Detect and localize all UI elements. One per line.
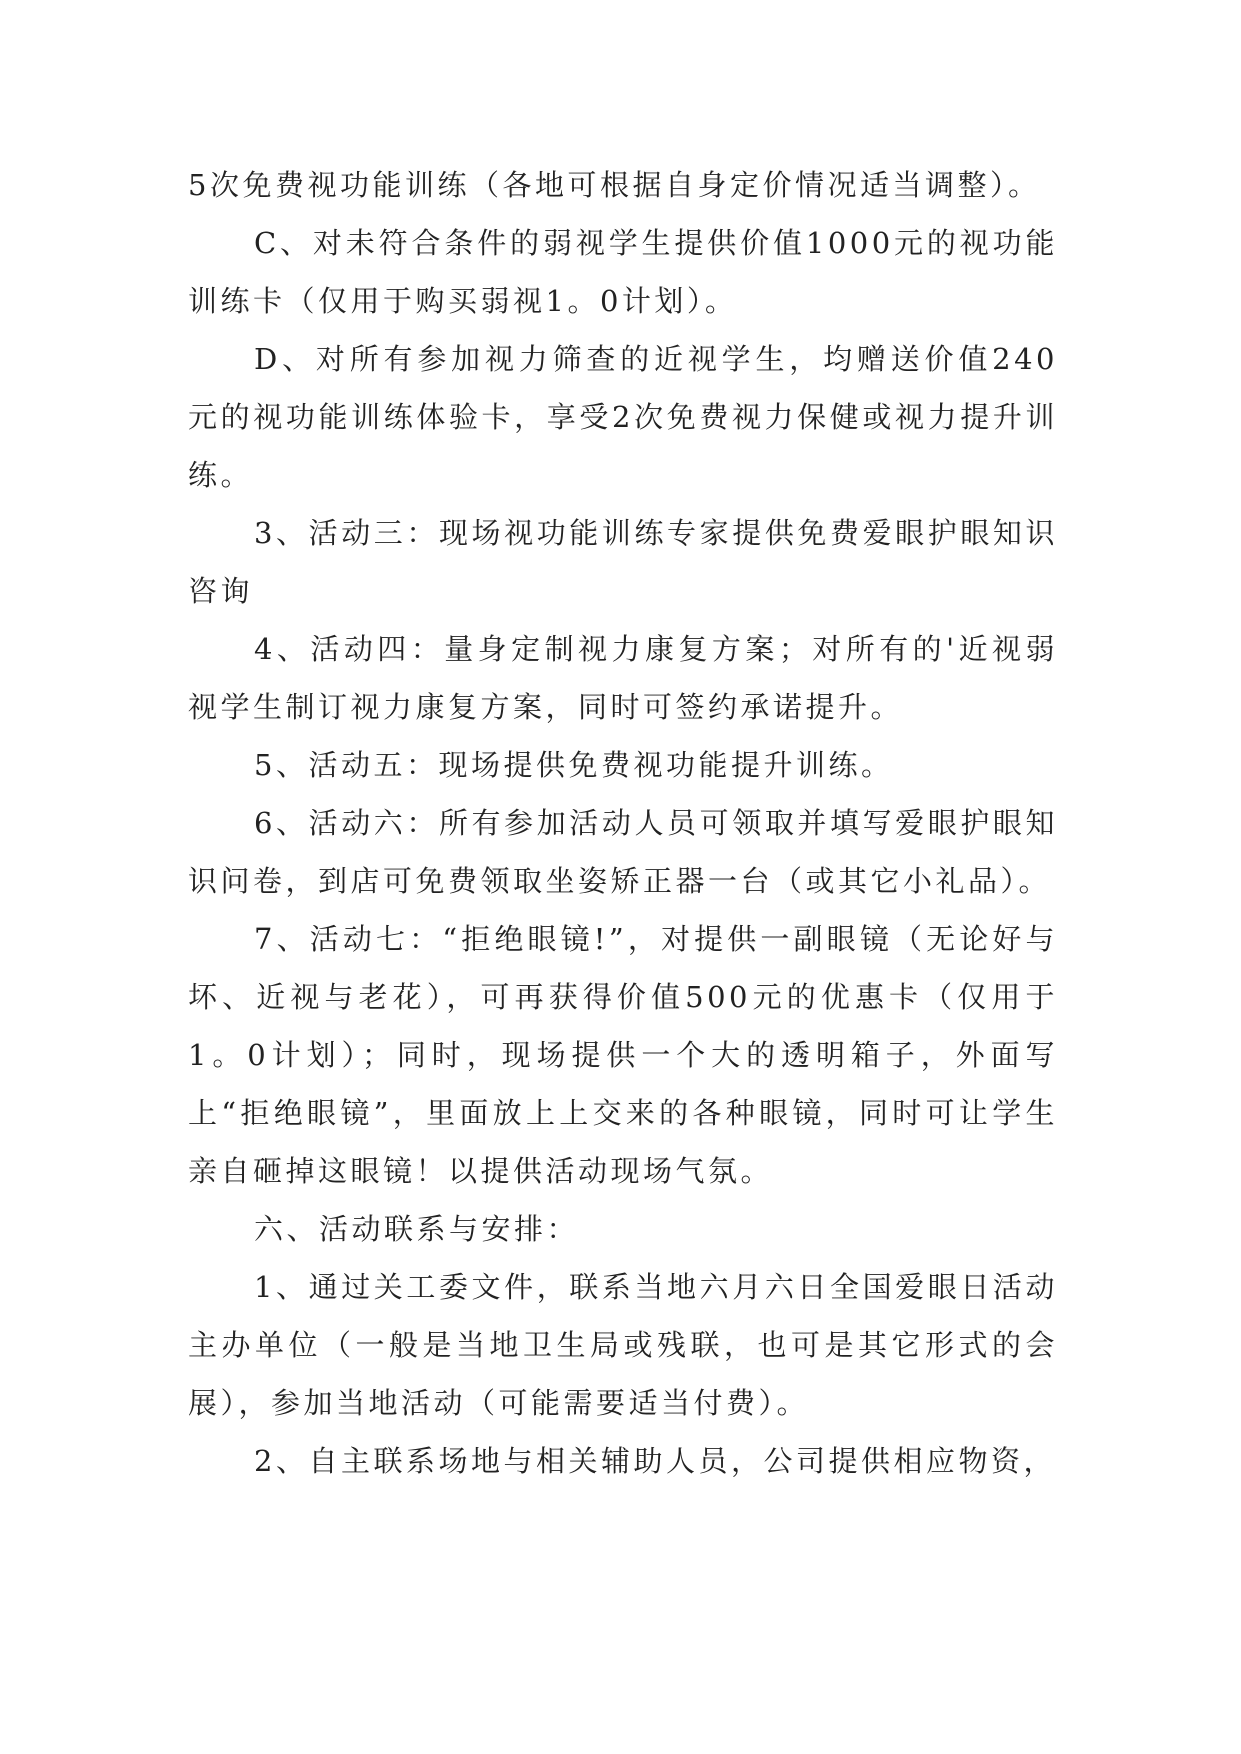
paragraph-9: 六、活动联系与安排：	[254, 1212, 580, 1246]
document-body	[188, 156, 1058, 1490]
paragraph-6: 5、活动五：现场提供免费视功能提升训练。	[254, 748, 894, 782]
paragraph-2: C、对未符合条件的弱视学生提供价值1000元的视功能训练卡（仅用于购买弱视1。0计划）。	[188, 226, 1058, 318]
paragraph-11: 2、自主联系场地与相关辅助人员，公司提供相应物资，	[254, 1444, 1056, 1478]
paragraph-4: 3、活动三：现场视功能训练专家提供免费爱眼护眼知识咨询	[188, 516, 1058, 608]
paragraph-3: D、对所有参加视力筛查的近视学生，均赠送价值240元的视功能训练体验卡，享受2次免费视力保健或视力提升训练。	[188, 342, 1058, 492]
paragraph-8: 7、活动七：“拒绝眼镜!”，对提供一副眼镜（无论好与坏、近视与老花），可再获得价值500元的优惠卡（仅用于1。0计划）；同时，现场提供一个大的透明箱子，外面写上“拒绝眼镜”，里面放上上交来的各种眼镜，同时可让学生亲自砸掉这眼镜！以提供活动现场气氛。	[188, 922, 1058, 1188]
paragraph-1: 5次免费视功能训练（各地可根据自身定价情况适当调整）。	[188, 168, 1041, 202]
paragraph-5: 4、活动四：量身定制视力康复方案；对所有的'近视弱视学生制订视力康复方案，同时可签约承诺提升。	[188, 632, 1058, 724]
paragraph-7: 6、活动六：所有参加活动人员可领取并填写爱眼护眼知识问卷，到店可免费领取坐姿矫正器一台（或其它小礼品）。	[188, 806, 1058, 898]
paragraph-10: 1、通过关工委文件，联系当地六月六日全国爱眼日活动主办单位（一般是当地卫生局或残联，也可是其它形式的会展），参加当地活动（可能需要适当付费）。	[188, 1270, 1058, 1420]
